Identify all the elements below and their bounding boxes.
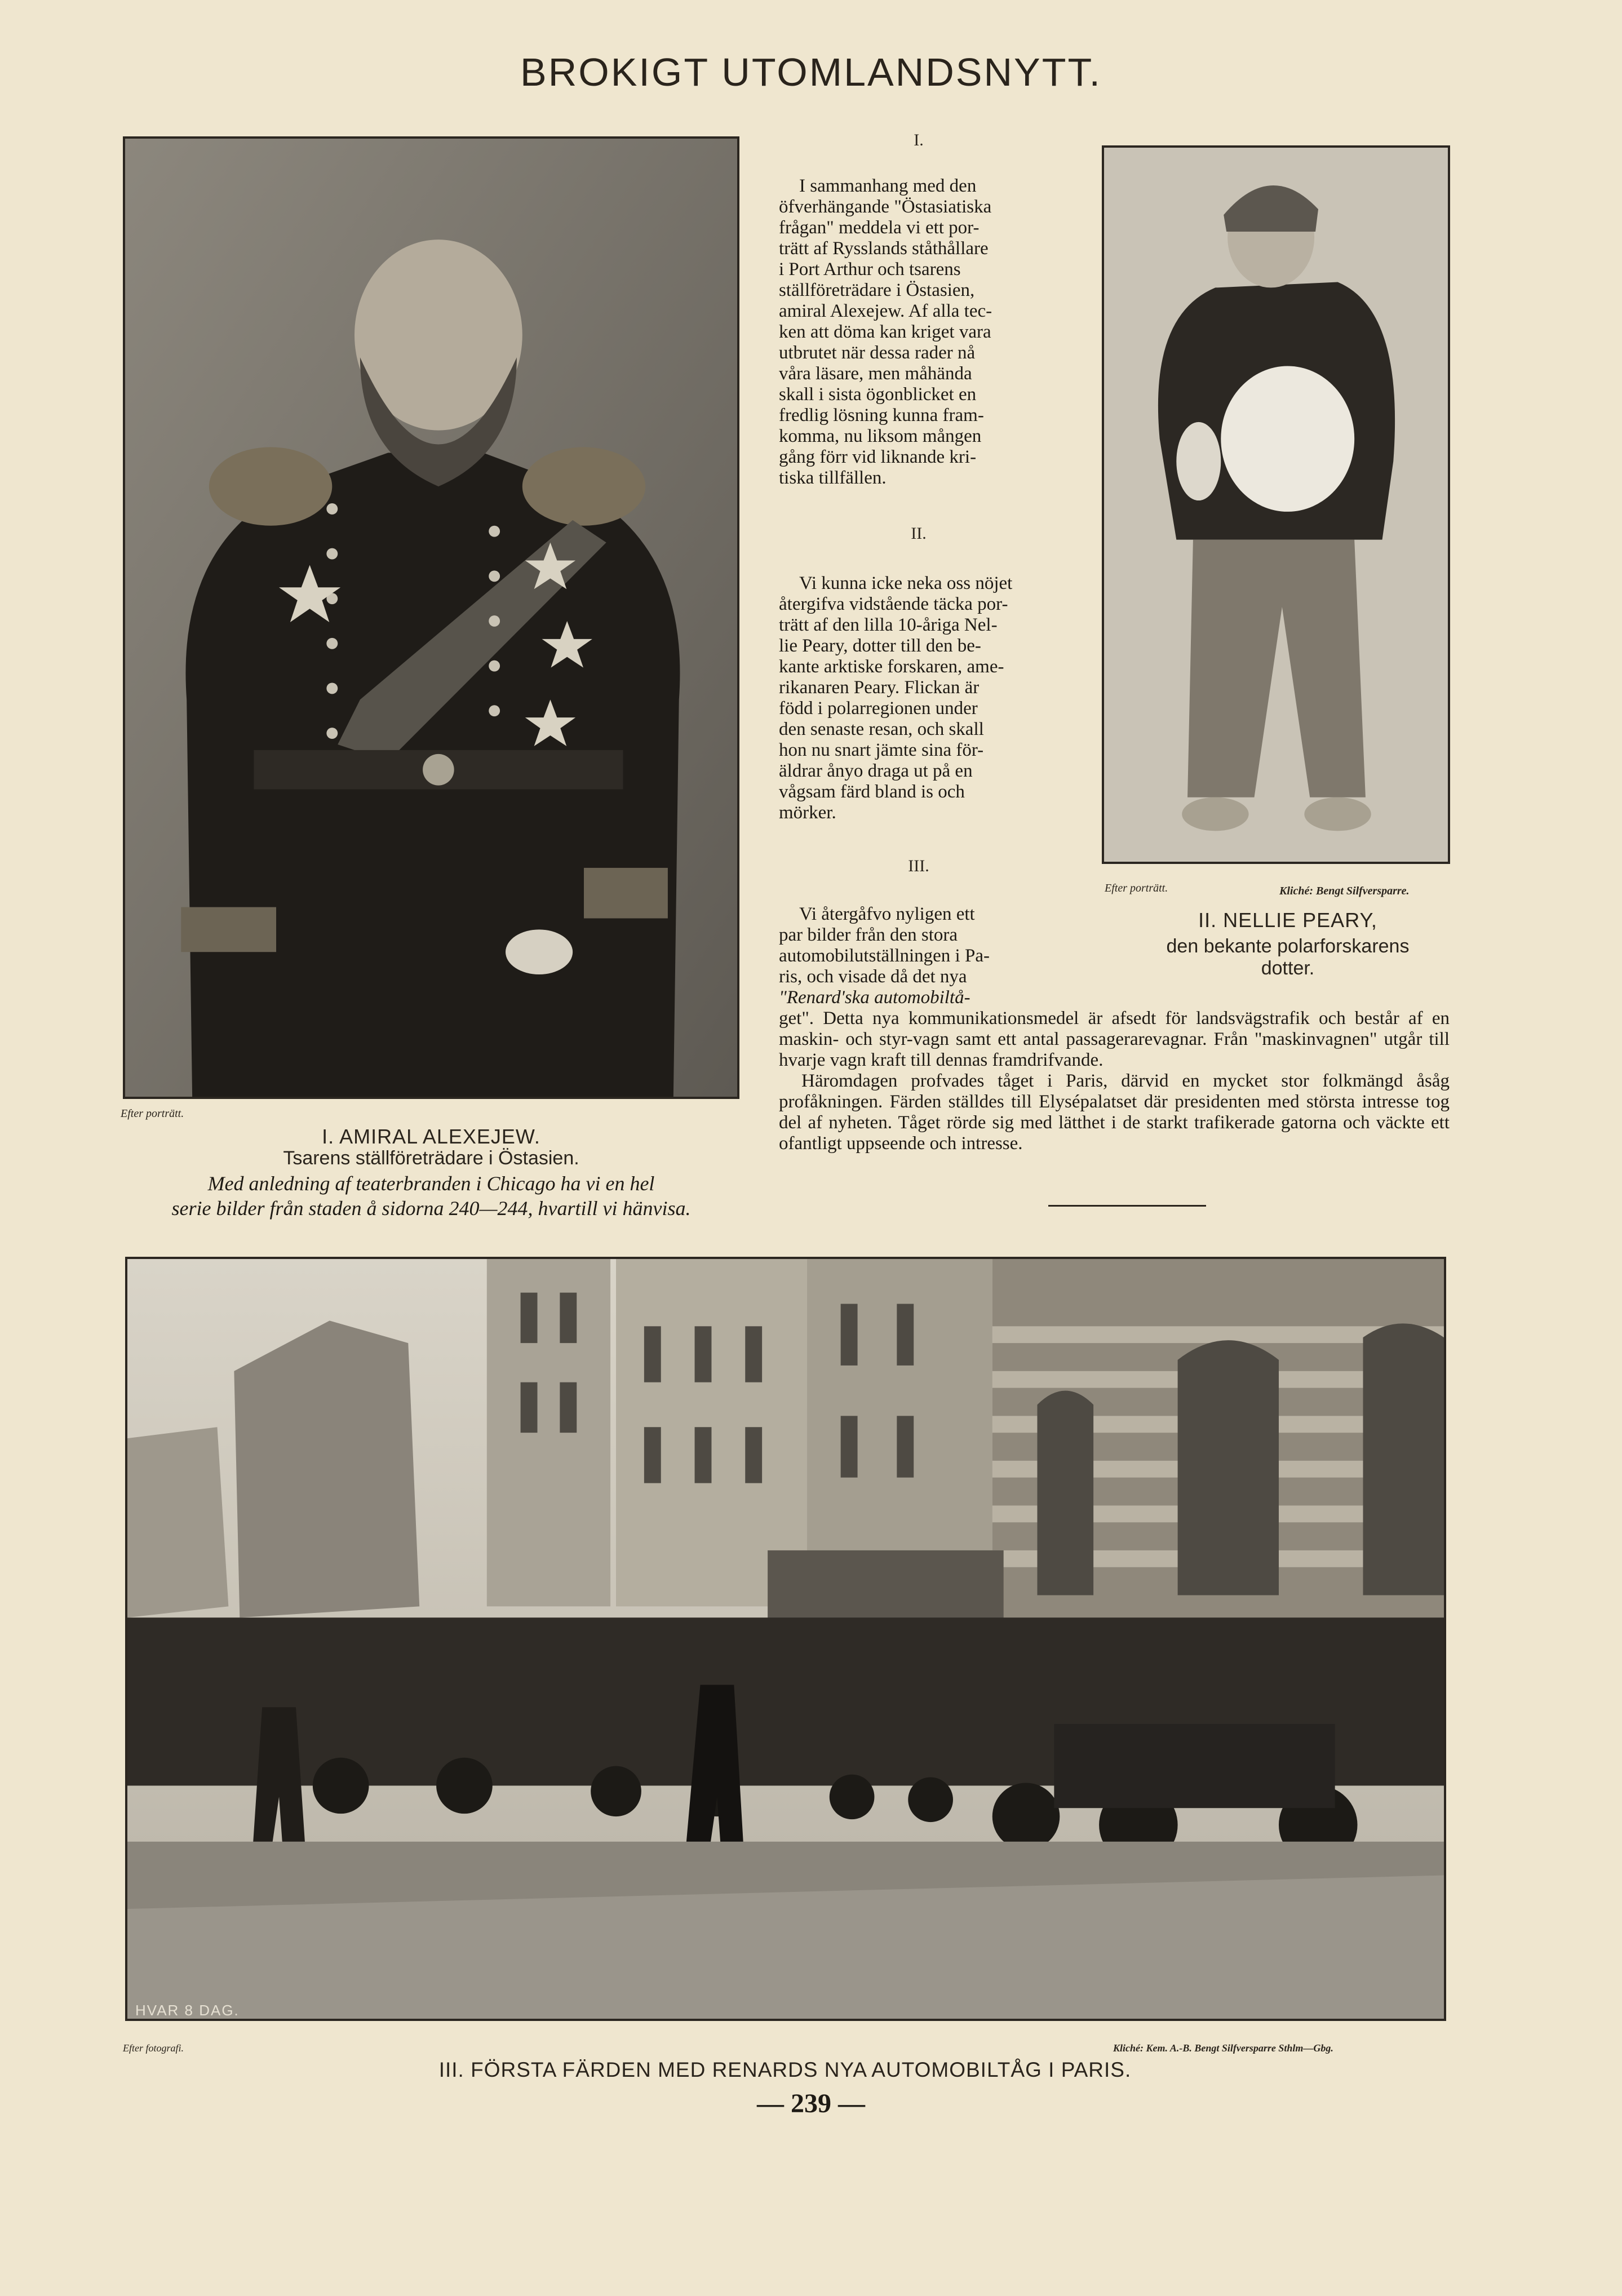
plate-label: HVAR 8 DAG. [135,2002,240,2019]
renard-train-image [127,1259,1444,2019]
article-2-line: mörker. [779,803,836,823]
figure2-caption-title: II. NELLIE PEARY, [1198,908,1377,932]
article-2-line: hon nu snart jämte sina för- [779,740,984,760]
article-1-line: trätt af Rysslands ståthållare [779,238,989,259]
article-1-line: våra läsare, men måhända [779,364,972,384]
nellie-peary-image [1104,148,1448,862]
article-1-line: fredlig lösning kunna fram- [779,405,984,425]
figure3-credit-left: Efter fotografi. [123,2042,184,2054]
figure1-credit: Efter porträtt. [121,1107,184,1120]
renard-train-photo [125,1257,1446,2021]
figure2-caption-subtitle-1: den bekante polarforskarens [1166,936,1410,957]
figure1-caption-title: I. AMIRAL ALEXEJEW. [322,1125,540,1148]
article-1-line: gång förr vid liknande kri- [779,447,977,467]
article-1-line: i Port Arthur och tsarens [779,259,961,280]
article-3-wide-text [779,1008,1450,1154]
section-marker-1: I. [914,131,924,149]
article-2-line: trätt af den lilla 10-åriga Nel- [779,615,998,635]
figure1-caption-subtitle: Tsarens ställföreträdare i Östasien. [283,1147,579,1169]
article-2-text [779,573,1058,823]
article-3-line: automobilutställningen i Pa- [779,946,990,966]
article-1-line: komma, nu liksom mången [779,426,982,446]
article-1-line: tiska tillfällen. [779,468,887,488]
article-1-line: skall i sista ögonblicket en [779,384,977,405]
section-marker-2: II. [911,524,927,543]
article-2-line: Vi kunna icke neka oss nöjet [799,573,1013,593]
article-1-line: frågan" meddela vi ett por- [779,218,980,238]
article-3-line: Vi återgåfvo nyligen ett [799,904,975,924]
section-marker-3: III. [908,857,929,875]
article-1-line: öfverhängande "Östasiatiska [779,197,992,217]
article-3-paragraph-1: get". Detta nya kommunikationsmedel är afsedt för landsvägstrafik och består af en maskin- och styr-vagn samt ett antal passagerarevagnar. Från "maskinvagnen" utgår till hvarje vagn kraft till dennas framdrifvande. [779,1008,1450,1070]
article-2-line: lie Peary, dotter till den be- [779,636,981,656]
article-3-line: ris, och visade då det nya [779,967,967,987]
article-2-line: kante arktiske forskaren, ame- [779,657,1004,677]
article-3-line: par bilder från den stora [779,925,958,945]
section-end-rule [1048,1205,1206,1207]
article-2-line: född i polarregionen under [779,698,978,719]
figure3-credit-right: Kliché: Kem. A.-B. Bengt Silfversparre Sthlm—Gbg. [1113,2042,1333,2054]
admiral-portrait-image [125,139,737,1097]
article-3-paragraph-2: Häromdagen profvades tåget i Paris, därvid en mycket stor folkmängd åsåg profåkningen. Färden ställdes till Elysépalatset där presidenten med största intresse tog del af nyheten. Tåget rörde sig med lätthet i de starkt trafikerade gatorna och väckte ett ofantligt uppseende och intresse. [779,1071,1450,1154]
article-1-line: amiral Alexejew. Af alla tec- [779,301,992,321]
figure2-credit-right: Kliché: Bengt Silfversparre. [1279,885,1410,897]
article-2-line: äldrar ånyo draga ut på en [779,761,973,781]
article-2-line: rikanaren Peary. Flickan är [779,677,980,698]
article-1-line: ken att döma kan kriget vara [779,322,991,342]
page-title: BROKIGT UTOMLANDSNYTT. [520,50,1102,94]
article-2-line: vågsam färd bland is och [779,782,965,802]
article-1-text [779,176,1058,489]
article-1-line: ställföreträdare i Östasien, [779,280,975,300]
figure1-note-line1: Med anledning af teaterbranden i Chicago ha vi en hel [207,1172,655,1195]
article-2-line: den senaste resan, och skall [779,719,984,739]
article-3-line: "Renard'ska automobiltå- [779,987,970,1008]
page-number: — 239 — [757,2089,865,2118]
admiral-portrait-photo [123,136,739,1099]
figure1-note-line2: serie bilder från staden å sidorna 240—244, hvartill vi hänvisa. [171,1197,691,1220]
figure3-caption: III. FÖRSTA FÄRDEN MED RENARDS NYA AUTOMOBILTÅG I PARIS. [438,2058,1132,2081]
figure2-credit-left: Efter porträtt. [1105,882,1168,894]
nellie-peary-photo [1102,145,1450,864]
article-3-column-text [779,904,1058,1008]
article-2-line: återgifva vidstående täcka por- [779,594,1008,614]
article-1-line: utbrutet när dessa rader nå [779,343,976,363]
article-1-line: I sammanhang med den [799,176,977,196]
figure2-caption-subtitle-2: dotter. [1261,958,1315,979]
